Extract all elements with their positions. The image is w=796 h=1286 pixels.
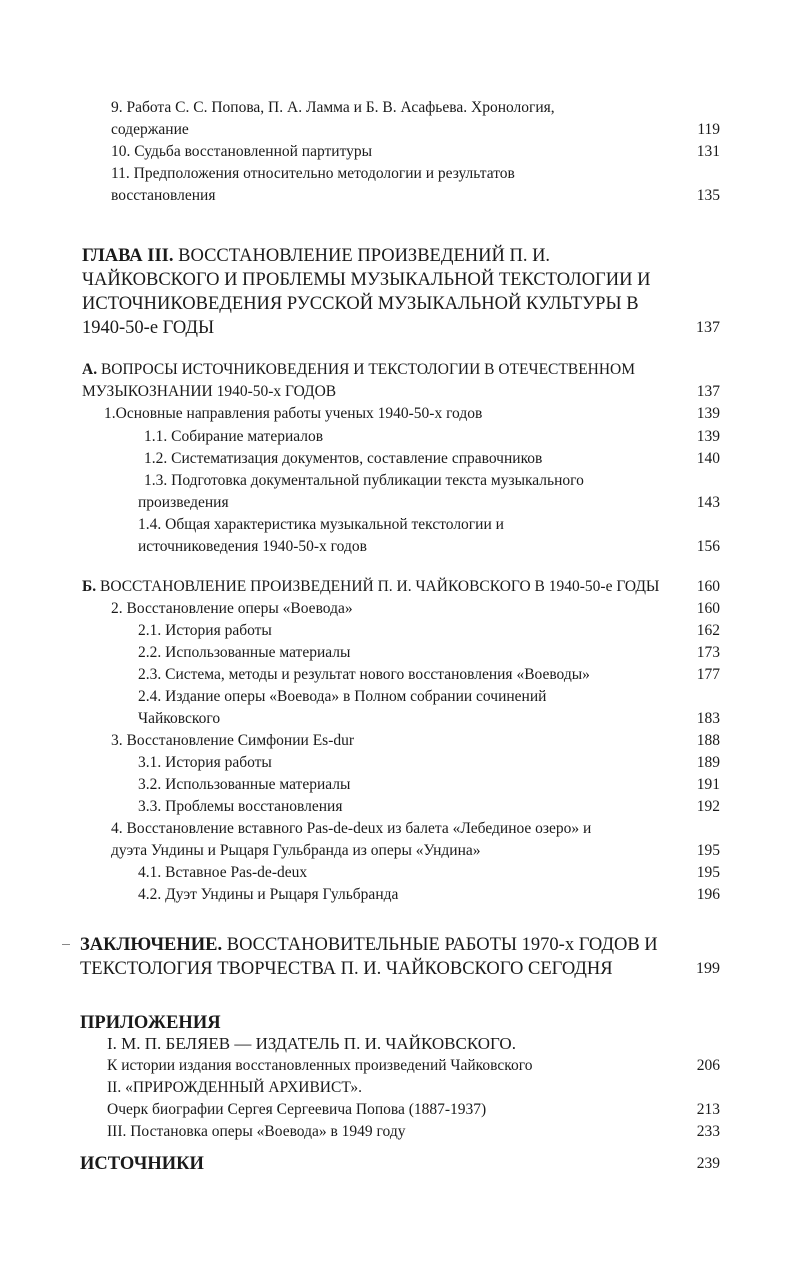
toc-page-b-4-1: 195 xyxy=(696,864,720,881)
toc-page-11: 135 xyxy=(696,187,720,204)
chapter3-title-line2: ЧАЙКОВСКОГО И ПРОБЛЕМЫ МУЗЫКАЛЬНОЙ ТЕКСТОЛОГИИ И xyxy=(82,270,651,290)
toc-page-b-4-2: 196 xyxy=(696,886,720,903)
toc-page-b-3-1: 189 xyxy=(696,754,720,771)
toc-entry-9-cont: содержание xyxy=(111,121,189,138)
toc-entry-a-1-3-cont: произведения xyxy=(138,494,229,511)
toc-page-b-2-2: 173 xyxy=(696,644,720,661)
chapter3-title-line3: ИСТОЧНИКОВЕДЕНИЯ РУССКОЙ МУЗЫКАЛЬНОЙ КУЛЬТУРЫ В xyxy=(82,294,639,314)
toc-page-b-2-3: 177 xyxy=(696,666,720,683)
toc-page-b-4: 195 xyxy=(696,842,720,859)
appendix-item-2: II. «ПРИРОЖДЕННЫЙ АРХИВИСТ». xyxy=(107,1079,363,1096)
toc-entry-b-4-cont: дуэта Ундины и Рыцаря Гульбранда из оперы «Ундина» xyxy=(111,842,481,859)
chapter3-label: ГЛАВА III. xyxy=(82,246,174,266)
section-b-label: Б. xyxy=(82,578,97,595)
toc-entry-a-1-4: 1.4. Общая характеристика музыкальной текстологии и xyxy=(138,516,504,533)
toc-entry-11: 11. Предположения относительно методологии и результатов xyxy=(111,165,515,182)
toc-page-a-1-3: 143 xyxy=(696,494,720,511)
appendix-item-2-sub: Очерк биографии Сергея Сергеевича Попова (1887-1937) xyxy=(107,1101,487,1118)
appendix-item-1-sub: К истории издания восстановленных произведений Чайковского xyxy=(107,1057,533,1074)
toc-entry-b-2-3: 2.3. Система, методы и результат нового восстановления «Воеводы» xyxy=(138,666,590,683)
appendix-page-2: 213 xyxy=(696,1101,720,1118)
toc-entry-a-1-2: 1.2. Систематизация документов, составление справочников xyxy=(144,450,543,467)
toc-entry-a-1-1: 1.1. Собирание материалов xyxy=(144,428,324,445)
conclusion-heading-line1 xyxy=(80,933,658,957)
toc-entry-b-2-4-cont: Чайковского xyxy=(138,710,221,727)
section-b-heading xyxy=(82,576,659,598)
toc-page-9: 119 xyxy=(697,121,720,138)
toc-entry-b-2-4: 2.4. Издание оперы «Воевода» в Полном собрании сочинений xyxy=(138,688,547,705)
toc-page-b-3-2: 191 xyxy=(696,776,720,793)
toc-page-b-3: 188 xyxy=(696,732,720,749)
appendix-page-1: 206 xyxy=(696,1057,720,1074)
appendix-page-3: 233 xyxy=(696,1123,720,1140)
toc-entry-a-1-4-cont: источниковедения 1940-50-х годов xyxy=(138,538,367,555)
section-a-title-line1: ВОПРОСЫ ИСТОЧНИКОВЕДЕНИЯ И ТЕКСТОЛОГИИ В ОТЕЧЕСТВЕННОМ xyxy=(100,361,636,378)
appendix-item-1: I. М. П. БЕЛЯЕВ — ИЗДАТЕЛЬ П. И. ЧАЙКОВСКОГО. xyxy=(107,1034,516,1053)
sources-page: 239 xyxy=(696,1155,720,1172)
chapter3-heading-line1 xyxy=(82,244,550,268)
toc-entry-b-2-2: 2.2. Использованные материалы xyxy=(138,644,351,661)
toc-entry-10: 10. Судьба восстановленной партитуры xyxy=(111,143,373,160)
toc-entry-b-4: 4. Восстановление вставного Pas-de-deux из балета «Лебединое озеро» и xyxy=(111,820,592,837)
toc-entry-b-2-1: 2.1. История работы xyxy=(138,622,272,639)
margin-mark xyxy=(62,944,70,945)
appendix-item-3: III. Постановка оперы «Воевода» в 1949 году xyxy=(107,1123,406,1140)
toc-page-a-1-2: 140 xyxy=(696,450,720,467)
toc-entry-b-4-2: 4.2. Дуэт Ундины и Рыцаря Гульбранда xyxy=(138,886,399,903)
toc-entry-b-3-1: 3.1. История работы xyxy=(138,754,272,771)
toc-page-a-1: 139 xyxy=(696,405,720,422)
toc-entry-b-3-2: 3.2. Использованные материалы xyxy=(138,776,351,793)
section-a-title-line2: МУЗЫКОЗНАНИИ 1940-50-х ГОДОВ xyxy=(82,383,337,400)
conclusion-label: ЗАКЛЮЧЕНИЕ. xyxy=(80,935,223,955)
chapter3-title-line4: 1940-50-е ГОДЫ xyxy=(82,318,215,338)
conclusion-title-line1: ВОССТАНОВИТЕЛЬНЫЕ РАБОТЫ 1970-х ГОДОВ И xyxy=(226,935,658,955)
section-a-heading-line1 xyxy=(82,359,635,381)
toc-page-b-2-1: 162 xyxy=(696,622,720,639)
sources-title: ИСТОЧНИКИ xyxy=(80,1154,204,1174)
toc-page-a-1-4: 156 xyxy=(696,538,720,555)
conclusion-title-line2: ТЕКСТОЛОГИЯ ТВОРЧЕСТВА П. И. ЧАЙКОВСКОГО СЕГОДНЯ xyxy=(80,959,613,979)
section-a-page: 137 xyxy=(696,383,720,400)
appendix-title: ПРИЛОЖЕНИЯ xyxy=(80,1013,221,1033)
toc-entry-b-2: 2. Восстановление оперы «Воевода» xyxy=(111,600,353,617)
section-a-label: А. xyxy=(82,361,98,378)
toc-page-b-2: 160 xyxy=(696,600,720,617)
toc-entry-b-3-3: 3.3. Проблемы восстановления xyxy=(138,798,343,815)
toc-page-10: 131 xyxy=(696,143,720,160)
toc-entry-9: 9. Работа С. С. Попова, П. А. Ламма и Б. В. Асафьева. Хронология, xyxy=(111,99,555,116)
toc-page-b-3-3: 192 xyxy=(696,798,720,815)
toc-entry-a-1-3: 1.3. Подготовка документальной публикации текста музыкального xyxy=(144,472,584,489)
toc-page-b-2-4: 183 xyxy=(696,710,720,727)
chapter3-page: 137 xyxy=(696,319,720,336)
section-b-page: 160 xyxy=(696,578,720,595)
toc-page-a-1-1: 139 xyxy=(696,428,720,445)
toc-entry-11-cont: восстановления xyxy=(111,187,216,204)
section-b-title: ВОССТАНОВЛЕНИЕ ПРОИЗВЕДЕНИЙ П. И. ЧАЙКОВСКОГО В 1940-50-е ГОДЫ xyxy=(100,578,660,595)
toc-entry-b-3: 3. Восстановление Симфонии Es-dur xyxy=(111,732,355,749)
conclusion-page: 199 xyxy=(696,960,720,977)
toc-entry-b-4-1: 4.1. Вставное Pas-de-deux xyxy=(138,864,308,881)
toc-entry-a-1: 1.Основные направления работы ученых 1940-50-х годов xyxy=(104,405,483,422)
chapter3-title-line1: ВОССТАНОВЛЕНИЕ ПРОИЗВЕДЕНИЙ П. И. xyxy=(178,246,551,266)
